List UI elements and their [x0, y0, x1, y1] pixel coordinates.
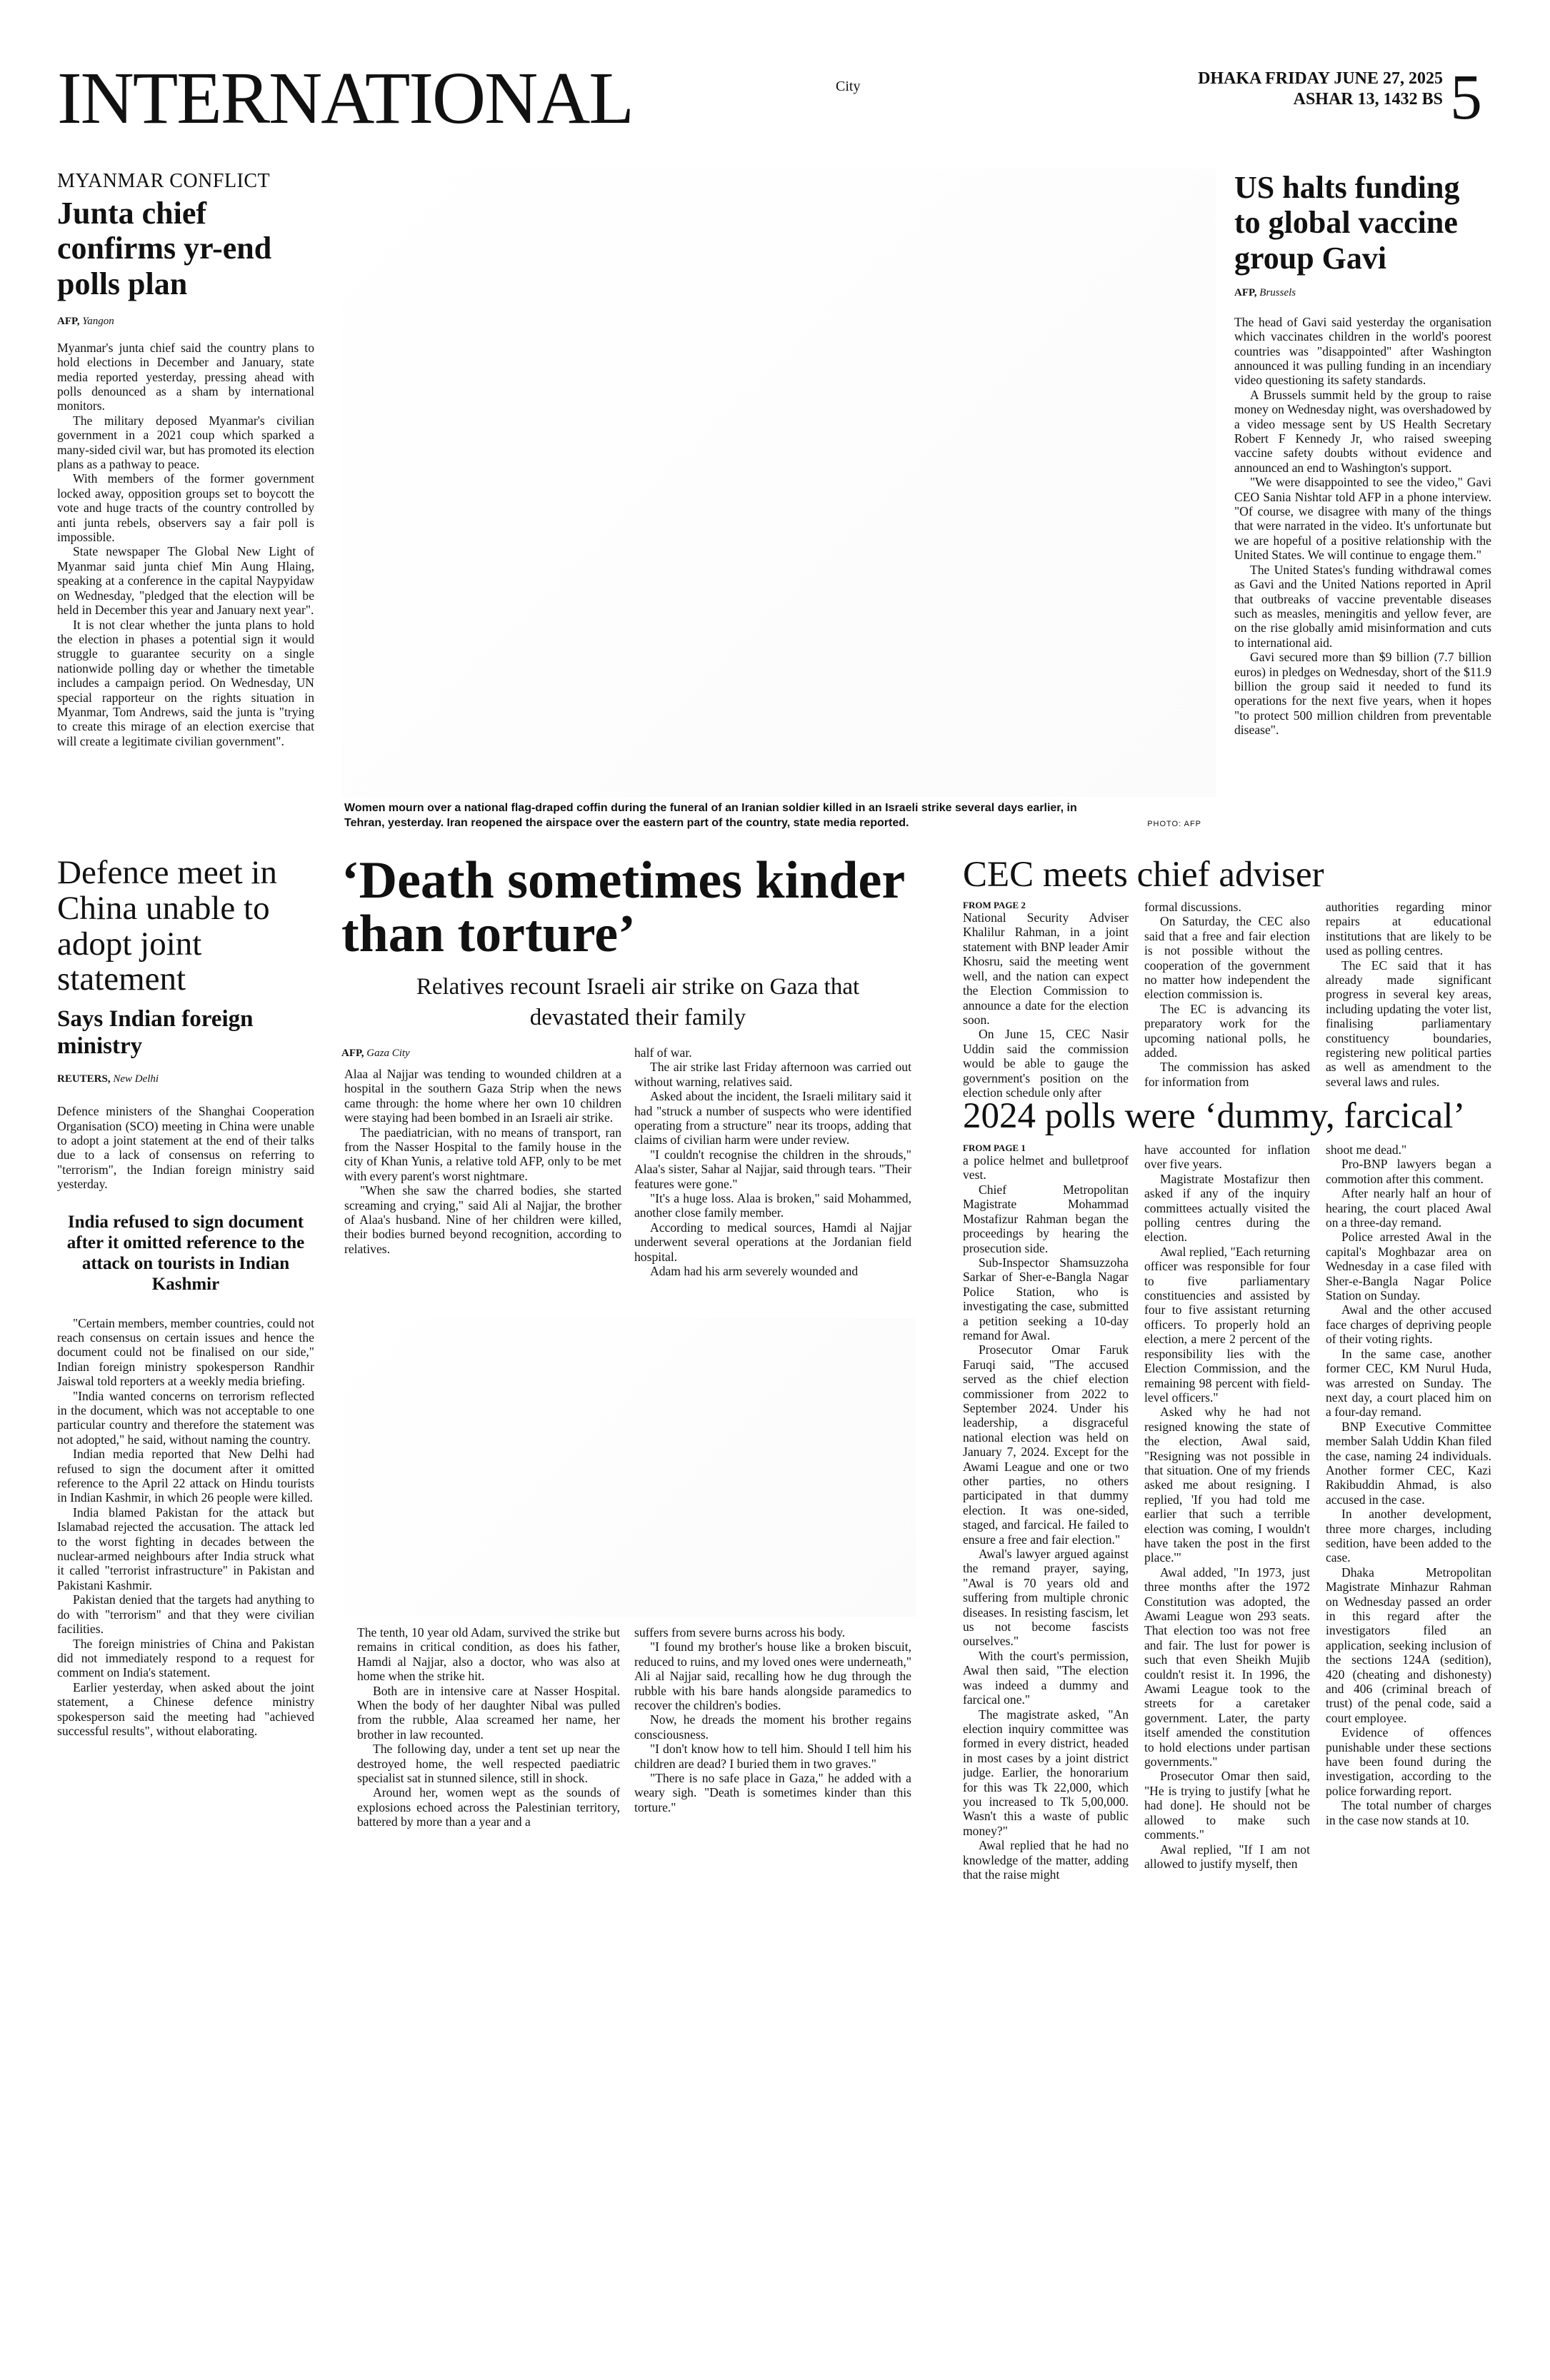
paragraph: Dhaka Metropolitan Magistrate Minhazur Rahman on Wednesday passed an order in this regard after the investigators filed an application, seeking inclusion of the sections 124A (sedition), 420 (cheating and dishonesty) and 406 (criminal breach of trust) of the penal code, said a court employee.: [1326, 1565, 1491, 1725]
paragraph: Pakistan denied that the targets had anything to do with "terrorism" and that they were civilian facilities.: [57, 1592, 314, 1637]
paragraph: a police helmet and bulletproof vest.: [963, 1153, 1129, 1183]
dateline: [1143, 69, 1443, 110]
paragraph: The following day, under a tent set up near the destroyed home, the well respected paediatric specialist sat in stunned silence, still in shock.: [357, 1742, 620, 1786]
paragraph: The paediatrician, with no means of transport, ran from the Nasser Hospital to the family house in the city of Khan Yunis, a relative told AFP, only to be met with every parent's worst nightmare.: [344, 1125, 621, 1183]
polls-headline[interactable]: 2024 polls were ‘dummy, farcical’: [963, 1096, 1466, 1136]
paragraph: Now, he dreads the moment his brother regains consciousness.: [634, 1712, 911, 1742]
paragraph: The EC is advancing its preparatory work for the upcoming national polls, he added.: [1144, 1001, 1310, 1060]
paragraph: The total number of charges in the case now stands at 10.: [1326, 1798, 1491, 1827]
story-body: [1234, 315, 1491, 738]
photo-caption-block: [344, 801, 1201, 831]
paragraph: Pro-BNP lawyers began a commotion after this comment.: [1326, 1157, 1491, 1186]
cec-col-1: [963, 900, 1129, 1100]
paragraph: According to medical sources, Hamdi al Najjar underwent several operations at the Jordanian field hospital.: [634, 1220, 911, 1264]
byline-place: New Delhi: [113, 1073, 159, 1085]
paragraph: Defence ministers of the Shanghai Cooperation Organisation (SCO) meeting in China were unable to adopt a joint statement at the end of their talks due to a lack of consensus on referring to "terrorism", the Indian foreign ministry said yesterday.: [57, 1104, 314, 1192]
paragraph: Awal replied that he had no knowledge of the matter, adding that the raise might: [963, 1838, 1129, 1882]
story-lead: [57, 1104, 314, 1191]
defence-story: [57, 855, 314, 1738]
paragraph: Indian media reported that New Delhi had refused to sign the document after it omitted reference to the April 22 attack on Hindu tourists in Indian Kashmir, in which 26 people were killed.: [57, 1447, 314, 1505]
gaza-col2-top: [634, 1045, 911, 1279]
paragraph: India blamed Pakistan for the attack but Islamabad rejected the accusation. The attack led to the worst fighting in decades between the nuclear-armed neighbours after India struck what it called "terrorist infrastructure" in Pakistan and Pakistani Kashmir.: [57, 1505, 314, 1592]
byline-place: Gaza City: [366, 1047, 410, 1059]
cec-story: [963, 900, 1491, 1100]
paragraph: Awal and the other accused face charges of depriving people of their voting rights.: [1326, 1302, 1491, 1347]
section-title: INTERNATIONAL: [57, 57, 633, 139]
paragraph: The magistrate asked, "An election inquiry committee was formed in every district, headed in most cases by a joint district judge. Earlier, the honorarium for this was Tk 22,000, which you increased to Tk 5,00,000. Wasn't this a waste of public money?": [963, 1707, 1129, 1838]
paragraph: Awal added, "In 1973, just three months after the 1972 Constitution was adopted, the Awami League won 293 seats. That election too was not free and fair. The lust for power is such that even Sheikh Mujib couldn't resist it. In 1996, the Awami League took to the streets for a caretaker government. Later, the party itself amended the constitution to hold elections under partisan governments.": [1144, 1565, 1310, 1769]
paragraph: Awal replied, "If I am not allowed to justify myself, then: [1144, 1842, 1310, 1871]
paragraph: The United States's funding withdrawal comes as Gavi and the United Nations reported in April that outbreaks of vaccine preventable diseases such as measles, meningitis and yellow fever, are on the rise globally amid misinformation and cuts to international aid.: [1234, 562, 1491, 650]
story-headline[interactable]: Defence meet in China unable to adopt joint statement: [57, 854, 277, 998]
story-byline: [57, 316, 314, 328]
paragraph: Gavi secured more than $9 billion (7.7 billion euros) in pledges on Wednesday, short of the $11.9 billion the group said it needed to fund its operations for the next five years, when it hopes "to protect 500 million children from preventable disease".: [1234, 650, 1491, 738]
paragraph: "We were disappointed to see the video," Gavi CEO Sania Nishtar told AFP in a phone interview. "Of course, we disagree with many of the things that were narrated in the video. It's unfortunate but we are hopeful of a positive relationship with the United States. We will continue to engage them.": [1234, 475, 1491, 563]
paragraph: National Security Adviser Khalilur Rahman, in a joint statement with BNP leader Amir Khosru, said the meeting went well, and the nation can expect the Election Commission to announce a date for the election soon.: [963, 910, 1129, 1027]
paragraph: The head of Gavi said yesterday the organisation which vaccinates children in the world's poorest countries was "disappointed" after Washington announced it was pulling funding in an incendiary video questioning its safety standards.: [1234, 314, 1491, 388]
byline-agency: AFP,: [1234, 286, 1257, 298]
paragraph: Adam had his arm severely wounded and: [650, 1264, 859, 1279]
story-body: [57, 341, 314, 748]
story-body: [57, 1316, 314, 1739]
paragraph: Alaa al Najjar was tending to wounded children at a hospital in the southern Gaza Strip when the news came through: the home where her own 10 children were staying had been bombed in an Israeli air strike.: [344, 1067, 621, 1125]
paragraph: "There is no safe place in Gaza," he added with a weary sigh. "Death is sometimes kinder than this torture.": [634, 1771, 911, 1814]
paragraph: BNP Executive Committee member Salah Uddin Khan filed the case, naming 24 individuals. Another former CEC, Kazi Rakibuddin Ahmad, is also accused in the case.: [1326, 1419, 1491, 1507]
paragraph: Police arrested Awal in the capital's Moghbazar area on Wednesday in a case filed with Sher-e-Bangla Nagar Police Station on Sunday.: [1326, 1230, 1491, 1303]
polls-story: [963, 1143, 1491, 1882]
paragraph: In another development, three more charges, including sedition, have been added to the case.: [1326, 1507, 1491, 1565]
paragraph: Asked why he had not resigned knowing the state of the election, Awal said, "Resigning was not possible in that situation. One of my friends asked me about resigning. I replied, 'If you had told me earlier that such a terrible election was coming, I wouldn't have taken the post in the first place.'": [1144, 1405, 1310, 1565]
paragraph: "I couldn't recognise the children in the shrouds," Alaa's sister, Sahar al Najjar, said through tears. "Their features were gone.": [634, 1147, 911, 1191]
paragraph: Prosecutor Omar then said, "He is trying to justify [what he had done]. He should not be allowed to make such comments.": [1144, 1769, 1310, 1842]
paragraph: Prosecutor Omar Faruk Faruqi said, "The accused served as the chief election commissioner from 2022 to September 2024. Under his leadership, a disgraceful national election was held on January 7, 2024. Except for the Awami League and one or two other parties, no others participated in that dummy election. It was one-sided, staged, and farcical. He failed to ensure a free and fair election.": [963, 1342, 1129, 1547]
story-subhead: Relatives recount Israeli air strike on Gaza that devastated their family: [416, 973, 860, 1030]
story-kicker: MYANMAR CONFLICT: [57, 170, 271, 192]
story-subhead: Says Indian foreign ministry: [57, 1006, 254, 1060]
paragraph: Both are in intensive care at Nasser Hospital. When the body of her daughter Nibal was pulled from the rubble, Alaa screamed her name, her brother in law recounted.: [357, 1683, 620, 1742]
paragraph: Asked about the incident, the Israeli military said it had "struck a number of suspects who were identified operating from a structure" near its troops, adding that claims of civilian harm were under review.: [634, 1089, 911, 1148]
page-number: 5: [1450, 62, 1482, 133]
paragraph: In the same case, another former CEC, KM Nurul Huda, was arrested on Sunday. The next day, a court placed him on a four-day remand.: [1326, 1346, 1491, 1420]
paragraph: It is not clear whether the junta plans to hold the election in phases a potential sign it would struggle to guarantee security on a single nationwide polling day or whether the timetable includes a campaign period. On Wednesday, UN special rapporteur on the rights situation in Myanmar, Tom Andrews, said the junta is "trying to create this mirage of an election exercise that will create a legitimate civilian government".: [57, 617, 314, 748]
paragraph: The foreign ministries of China and Pakistan did not immediately respond to a request for comment on India's statement.: [57, 1636, 314, 1680]
paragraph: Awal replied, "Each returning officer was responsible for four to five parliamentary constituencies and assisted by four to five assistant returning officers. To properly hold an election, a mere 2 percent of the responsibility lies with the Election Commission, and the remaining 98 percent with field-level officers.": [1144, 1244, 1310, 1405]
photo-credit: PHOTO: AFP: [1147, 820, 1201, 828]
cec-col-2: [1144, 900, 1310, 1100]
paragraph: The tenth, 10 year old Adam, survived the strike but remains in critical condition, as does his father, Hamdi al Najjar, also a doctor, who was also at home when the strike hit.: [357, 1625, 620, 1684]
paragraph: authorities regarding minor repairs at educational institutions that are likely to be used as polling centres.: [1326, 900, 1491, 958]
photo-caption: Women mourn over a national flag-draped coffin during the funeral of an Iranian soldier killed in an Israeli strike several days earlier, in Tehran, yesterday. Iran reopened the airspace over the eastern part of the country, state media reported.: [344, 802, 1077, 829]
polls-col-2: [1144, 1143, 1310, 1882]
paragraph: "I don't know how to tell him. Should I tell him his children are dead? I buried them in two graves.": [634, 1742, 911, 1771]
news-photo: [341, 169, 1216, 797]
story-headline[interactable]: US halts funding to global vaccine group Gavi: [1234, 170, 1460, 276]
date-line-2: ASHAR 13, 1432 BS: [1293, 89, 1443, 109]
paragraph: A Brussels summit held by the group to raise money on Wednesday night, was overshadowed by a video message sent by US Health Secretary Robert F Kennedy Jr, who raised sweeping vaccine safety doubts without evidence and announced an end to Washington's support.: [1234, 387, 1491, 475]
paragraph: The air strike last Friday afternoon was carried out without warning, relatives said.: [634, 1060, 911, 1089]
paragraph: Awal's lawyer argued against the remand prayer, saying, "Awal is 70 years old and suffering from multiple chronic diseases. In resisting fascism, let us not become fascists ourselves.": [963, 1547, 1129, 1649]
story-headline[interactable]: ‘Death sometimes kinder than torture’: [341, 851, 904, 964]
paragraph: "When she saw the charred bodies, she started screaming and crying," said Ali al Najjar, the brother of Alaa's husband. Nine of her children were killed, their bodies burned beyond recognition, according to relatives.: [344, 1183, 621, 1256]
gaza-story: [341, 851, 934, 1068]
polls-col-3: [1326, 1143, 1491, 1882]
paragraph: Magistrate Mostafizur then asked if any of the inquiry committees actually visited the polling centres during the election.: [1144, 1171, 1310, 1245]
paragraph: have accounted for inflation over five years.: [1144, 1143, 1310, 1172]
paragraph: "It's a huge loss. Alaa is broken," said Mohammed, another close family member.: [634, 1191, 911, 1220]
paragraph: The commission has asked for information from: [1144, 1060, 1310, 1089]
byline-agency: AFP,: [341, 1047, 364, 1059]
story-byline: [341, 1048, 620, 1060]
paragraph: Earlier yesterday, when asked about the joint statement, a Chinese defence ministry spokesperson said the meeting had "achieved successful results", without elaborating.: [57, 1679, 314, 1738]
paragraph: Myanmar's junta chief said the country plans to hold elections in December and January, state media reported yesterday, pressing ahead with polls denounced as a sham by international monitors.: [57, 340, 314, 413]
paragraph: On June 15, CEC Nasir Uddin said the commission would be able to gauge the government's position on the election schedule only after: [963, 1027, 1129, 1100]
polls-col-1: [963, 1143, 1129, 1882]
byline-place: Brussels: [1259, 286, 1296, 298]
date-line-1: DHAKA FRIDAY JUNE 27, 2025: [1198, 69, 1443, 88]
paragraph: "India wanted concerns on terrorism reflected in the document, which was not acceptable to one particular country and therefore the statement was not adopted," he said, without naming the country.: [57, 1388, 314, 1447]
paragraph: Around her, women wept as the sounds of explosions echoed across the Palestinian territory, battered by more than a year and a: [357, 1785, 620, 1829]
byline-place: Yangon: [82, 315, 114, 327]
paragraph: suffers from severe burns across his body.: [634, 1625, 846, 1640]
paragraph: The EC said that it has already made significant progress in several key areas, including updating the voter list, finalising parliamentary constituency boundaries, registering new political parties as well as amendment to the several laws and rules.: [1326, 958, 1491, 1089]
paragraph: half of war.: [634, 1045, 692, 1060]
gaza-col1-bottom: [357, 1625, 620, 1829]
pull-quote: India refused to sign document after it omitted reference to the attack on tourists in Indian Kashmir: [66, 1212, 305, 1294]
myanmar-story: [57, 170, 314, 748]
story-headline[interactable]: Junta chief confirms yr-end polls plan: [57, 196, 272, 301]
gaza-col2-bottom: [634, 1625, 911, 1814]
paragraph: Sub-Inspector Shamsuzzoha Sarkar of Sher-e-Bangla Nagar Police Station, who is investigating the case, submitted a petition seeking a 10-day remand for Awal.: [963, 1255, 1129, 1342]
paragraph: Evidence of offences punishable under these sections have been found during the investigation, according to the police forwarding report.: [1326, 1725, 1491, 1798]
paragraph: With members of the former government locked away, opposition groups set to boycott the vote and huge tracts of the country controlled by anti junta rebels, observers say a fair poll is impossible.: [57, 471, 314, 545]
cec-col-3: [1326, 900, 1491, 1100]
cec-headline[interactable]: CEC meets chief adviser: [963, 855, 1324, 895]
city-label: City: [836, 79, 861, 94]
from-page-label: FROM PAGE 2: [963, 900, 1026, 910]
story-byline: [1234, 287, 1491, 299]
paragraph: On Saturday, the CEC also said that a free and fair election is not possible without the cooperation of the government no matter how independent the election commission is.: [1144, 914, 1310, 1002]
byline-agency: REUTERS,: [57, 1073, 111, 1085]
paragraph: State newspaper The Global New Light of Myanmar said junta chief Min Aung Hlaing, speaking at a conference in the capital Naypyidaw on Wednesday, "pledged that the election will be held in December this year and January next year".: [57, 544, 314, 618]
byline-agency: AFP,: [57, 315, 80, 327]
gaza-col1-top: [344, 1067, 621, 1256]
gaza-photo: [344, 1318, 916, 1617]
paragraph: formal discussions.: [1144, 900, 1241, 914]
paragraph: With the court's permission, Awal then said, "The election was indeed a dummy and farcical one.": [963, 1648, 1129, 1707]
paragraph: Chief Metropolitan Magistrate Mohammad Mostafizur Rahman began the proceedings by hearing the prosecution side.: [963, 1182, 1129, 1255]
paragraph: "Certain members, member countries, could not reach consensus on certain issues and hence the document could not be finalised on our side," Indian foreign ministry spokesperson Randhir Jaiswal told reporters at a weekly media briefing.: [57, 1315, 314, 1389]
paragraph: shoot me dead.": [1326, 1143, 1407, 1157]
paragraph: "I found my brother's house like a broken biscuit, reduced to ruins, and my loved ones were underneath," Ali al Najjar said, recalling how he dug through the rubble with his bare hands alongside paramedics to recover the children's bodies.: [634, 1640, 911, 1713]
paragraph: The military deposed Myanmar's civilian government in a 2021 coup which sparked a many-sided civil war, but has promoted its election plans as a pathway to peace.: [57, 413, 314, 472]
gavi-story: [1234, 170, 1491, 738]
from-page-label: FROM PAGE 1: [963, 1143, 1026, 1153]
story-byline: [57, 1073, 314, 1085]
paragraph: After nearly half an hour of hearing, the court placed Awal on a three-day remand.: [1326, 1186, 1491, 1230]
